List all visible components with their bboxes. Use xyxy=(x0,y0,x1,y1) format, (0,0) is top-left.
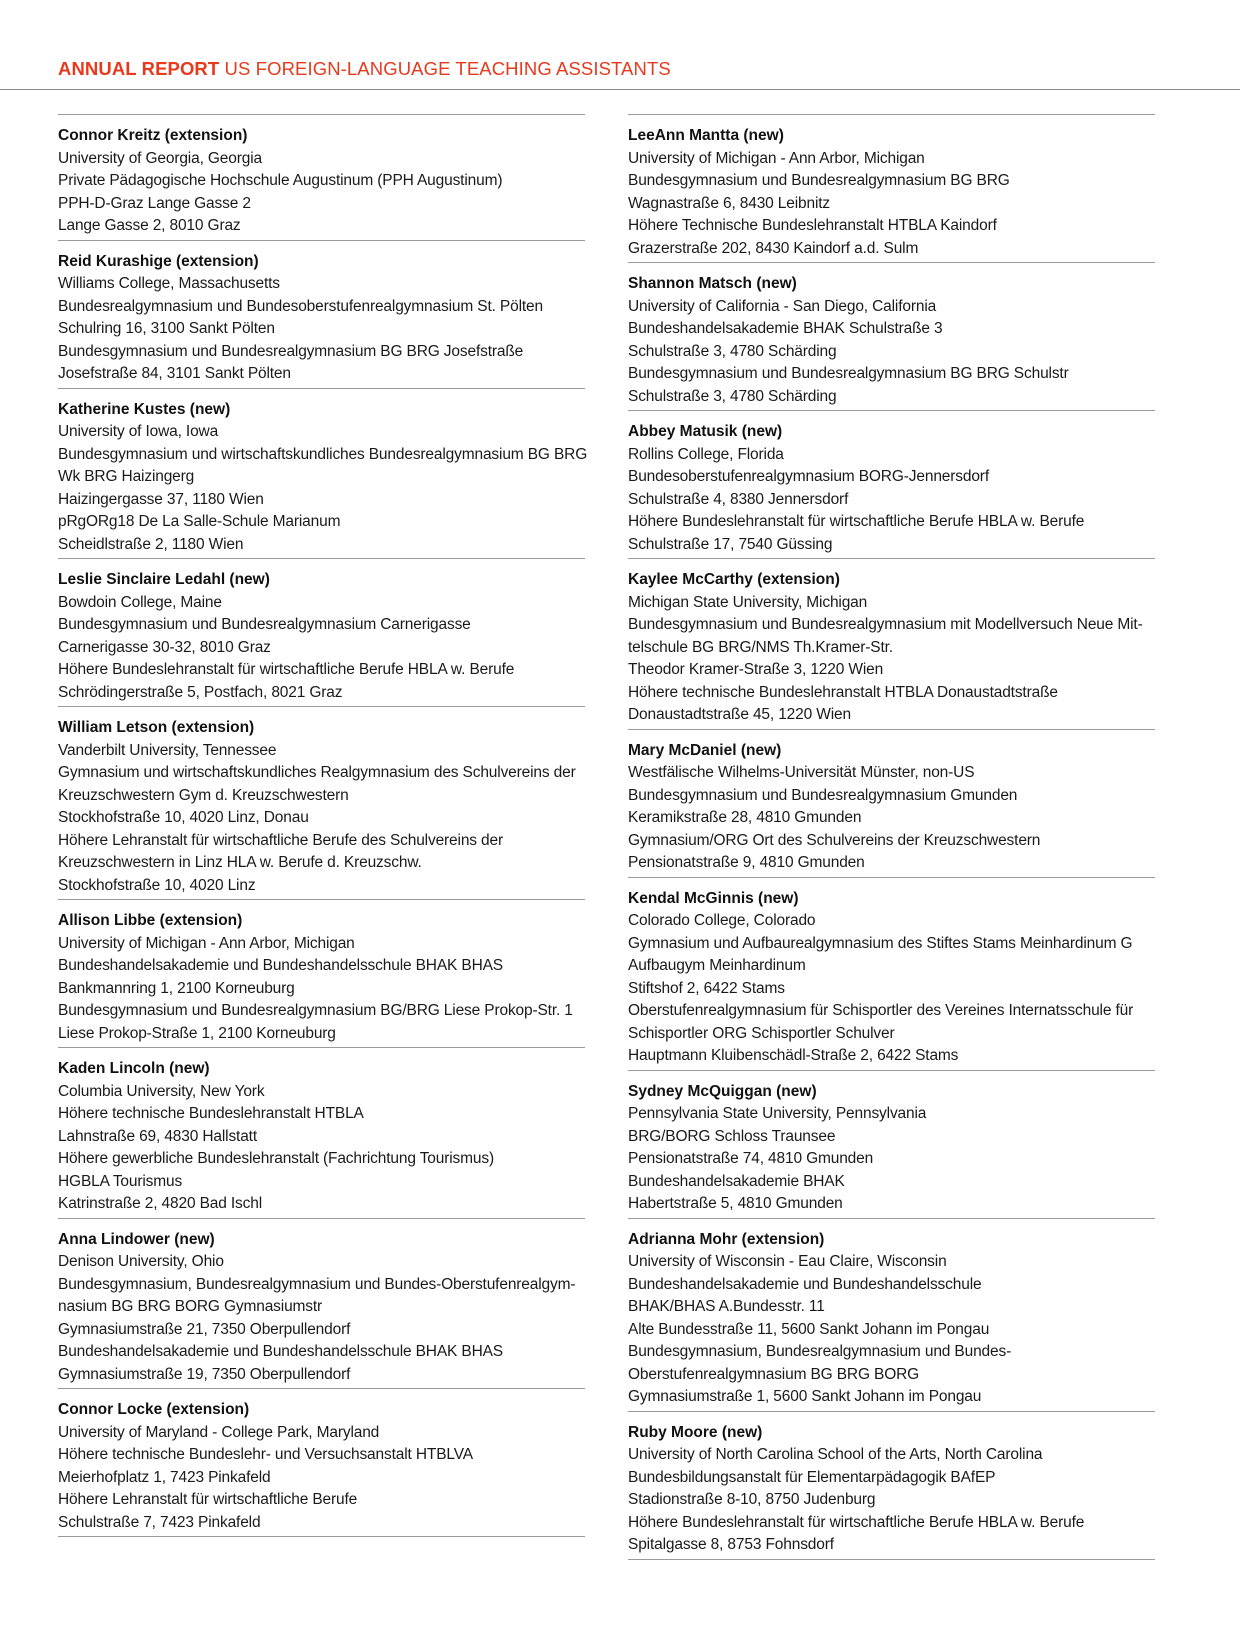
assistant-name: Mary McDaniel (new) xyxy=(628,741,782,759)
assistant-school-line: Haizingergasse 37, 1180 Wien xyxy=(58,490,264,508)
assistant-school-line: Grazerstraße 202, 8430 Kaindorf a.d. Sulm xyxy=(628,239,919,257)
assistant-entry xyxy=(628,1218,1155,1411)
assistant-name: Leslie Sinclaire Ledahl (new) xyxy=(58,571,270,588)
assistant-school-line: Josefstraße 84, 3101 Sankt Pölten xyxy=(58,365,291,382)
assistant-entry xyxy=(58,1218,585,1389)
assistant-entry xyxy=(58,388,588,559)
assistant-school-line: Schulring 16, 3100 Sankt Pölten xyxy=(58,320,275,337)
assistant-name: Sydney McQuiggan (new) xyxy=(628,1082,817,1100)
assistant-school-line: BHAK/BHAS A.Bundesstr. 11 xyxy=(628,1298,825,1315)
assistant-school-line: Hauptmann Kluibenschädl-Straße 2, 6422 Stams xyxy=(628,1047,959,1064)
assistant-entry xyxy=(58,558,585,706)
assistant-name: Ruby Moore (new) xyxy=(628,1423,763,1441)
report-header xyxy=(58,58,671,80)
assistant-school-line: Höhere Bundeslehranstalt für wirtschaftliche Berufe HBLA w. Berufe xyxy=(628,513,1085,530)
assistant-university: Westfälische Wilhelms-Universität Münster, non-US xyxy=(628,764,975,781)
assistant-school-line: Höhere technische Bundeslehr- und Versuchsanstalt HTBLVA xyxy=(58,1446,473,1463)
assistant-school-line: Bundeshandelsakademie und Bundeshandelsschule BHAK BHAS xyxy=(58,1343,503,1360)
assistant-university: University of Iowa, Iowa xyxy=(58,423,219,440)
assistant-entry xyxy=(628,114,1155,262)
assistant-entry xyxy=(628,410,1155,558)
assistant-school-line: Schulstraße 4, 8380 Jennersdorf xyxy=(628,490,849,508)
assistant-school-line: Bundesgymnasium und Bundesrealgymnasium Gmunden xyxy=(628,786,1018,804)
assistant-school-line: Meierhofplatz 1, 7423 Pinkafeld xyxy=(58,1468,271,1486)
assistant-school-line: Wk BRG Haizingerg xyxy=(58,468,195,485)
assistant-school-line: Scheidlstraße 2, 1180 Wien xyxy=(58,535,244,553)
left-column xyxy=(58,114,588,1537)
assistant-entry xyxy=(58,114,585,240)
assistant-name: Kaden Lincoln (new) xyxy=(58,1060,210,1077)
assistant-school-line: Schrödingerstraße 5, Postfach, 8021 Graz xyxy=(58,683,343,701)
assistant-university: Colorado College, Colorado xyxy=(628,912,816,929)
assistant-school-line: Schulstraße 3, 4780 Schärding xyxy=(628,342,837,360)
assistant-school-line: Lange Gasse 2, 8010 Graz xyxy=(58,217,241,234)
assistant-name: Kaylee McCarthy (extension) xyxy=(628,571,840,588)
assistant-university: University of Maryland - College Park, Maryland xyxy=(58,1423,380,1441)
assistant-university: University of California - San Diego, California xyxy=(628,297,937,315)
assistant-university: Michigan State University, Michigan xyxy=(628,593,868,611)
assistant-school-line: Bankmannring 1, 2100 Korneuburg xyxy=(58,979,295,997)
assistant-name: Connor Locke (extension) xyxy=(58,1401,250,1418)
assistant-school-line: Stockhofstraße 10, 4020 Linz, Donau xyxy=(58,809,309,826)
assistant-name: LeeAnn Mantta (new) xyxy=(628,127,784,144)
assistant-school-line: Gymnasiumstraße 19, 7350 Oberpullendorf xyxy=(58,1365,351,1383)
assistant-school-line: Schulstraße 17, 7540 Güssing xyxy=(628,535,833,553)
right-column xyxy=(628,114,1155,1560)
assistant-school-line: Theodor Kramer-Straße 3, 1220 Wien xyxy=(628,661,884,678)
assistant-school-line: Stockhofstraße 10, 4020 Linz xyxy=(58,876,256,894)
assistant-school-line: Bundesgymnasium und Bundesrealgymnasium BG/BRG Liese Prokop-Str. 1 xyxy=(58,1002,573,1019)
assistant-school-line: Höhere Bundeslehranstalt für wirtschaftliche Berufe HBLA w. Berufe xyxy=(58,661,515,678)
assistant-school-line: Höhere Lehranstalt für wirtschaftliche Berufe xyxy=(58,1491,358,1508)
assistant-school-line: Höhere Lehranstalt für wirtschaftliche Berufe des Schulvereins der xyxy=(58,831,503,849)
assistant-school-line: Bundesgymnasium und Bundesrealgymnasium BG BRG xyxy=(628,172,1010,189)
assistant-name: Connor Kreitz (extension) xyxy=(58,127,248,144)
assistant-school-line: BRG/BORG Schloss Traunsee xyxy=(628,1127,836,1145)
assistant-name: Anna Lindower (new) xyxy=(58,1230,215,1248)
assistant-school-line: Höhere gewerbliche Bundeslehranstalt (Fachrichtung Tourismus) xyxy=(58,1150,494,1167)
assistant-school-line: Bundesgymnasium und wirtschaftskundliches Bundesrealgymnasium BG BRG xyxy=(58,445,588,463)
column-end-divider xyxy=(58,1536,585,1537)
assistant-school-line: Höhere Bundeslehranstalt für wirtschaftliche Berufe HBLA w. Berufe xyxy=(628,1513,1085,1531)
assistant-school-line: Bundesgymnasium und Bundesrealgymnasium BG BRG Schulstr xyxy=(628,365,1069,382)
assistant-university: University of North Carolina School of the Arts, North Carolina xyxy=(628,1446,1043,1463)
assistant-school-line: Gymnasium/ORG Ort des Schulvereins der Kreuzschwestern xyxy=(628,831,1041,849)
assistant-school-line: Carnerigasse 30-32, 8010 Graz xyxy=(58,638,271,656)
assistant-school-line: nasium BG BRG BORG Gymnasiumstr xyxy=(58,1298,323,1315)
assistant-entry xyxy=(628,729,1155,877)
assistant-school-line: Alte Bundesstraße 11, 5600 Sankt Johann im Pongau xyxy=(628,1320,990,1338)
assistant-university: Vanderbilt University, Tennessee xyxy=(58,741,277,759)
column-end-divider xyxy=(628,1559,1155,1560)
assistant-name: Kendal McGinnis (new) xyxy=(628,889,799,907)
assistant-school-line: Schisportler ORG Schisportler Schulver xyxy=(628,1024,895,1042)
assistant-school-line: Gymnasium und wirtschaftskundliches Realgymnasium des Schulvereins der xyxy=(58,764,576,781)
assistant-entry xyxy=(628,262,1155,410)
assistant-school-line: Stiftshof 2, 6422 Stams xyxy=(628,979,785,997)
assistant-school-line: Pensionatstraße 74, 4810 Gmunden xyxy=(628,1150,874,1167)
assistant-university: Rollins College, Florida xyxy=(628,445,784,463)
assistant-school-line: Bundesgymnasium, Bundesrealgymnasium und Bundes- xyxy=(628,1343,1012,1360)
assistant-school-line: Bundeshandelsakademie BHAK Schulstraße 3 xyxy=(628,320,943,337)
assistant-entry xyxy=(58,1047,585,1218)
assistant-school-line: PPH-D-Graz Lange Gasse 2 xyxy=(58,194,251,212)
assistant-school-line: Habertstraße 5, 4810 Gmunden xyxy=(628,1195,843,1212)
assistant-school-line: Oberstufenrealgymnasium für Schisportler des Vereines Internatsschule für xyxy=(628,1002,1134,1019)
assistant-school-line: Spitalgasse 8, 8753 Fohnsdorf xyxy=(628,1536,834,1553)
assistant-entry xyxy=(58,899,585,1047)
assistant-school-line: Kreuzschwestern in Linz HLA w. Berufe d. Kreuzschw. xyxy=(58,854,422,871)
assistant-entry xyxy=(58,706,585,899)
assistant-school-line: Kreuzschwestern Gym d. Kreuzschwestern xyxy=(58,786,349,804)
assistant-school-line: Aufbaugym Meinhardinum xyxy=(628,957,806,974)
assistant-university: Bowdoin College, Maine xyxy=(58,593,222,611)
assistant-university: Denison University, Ohio xyxy=(58,1253,224,1270)
assistant-name: Adrianna Mohr (extension) xyxy=(628,1230,825,1248)
assistant-school-line: Höhere technische Bundeslehranstalt HTBLA xyxy=(58,1105,364,1122)
assistant-school-line: Keramikstraße 28, 4810 Gmunden xyxy=(628,809,862,826)
assistant-university: University of Georgia, Georgia xyxy=(58,149,262,167)
header-title-rest: US FOREIGN-LANGUAGE TEACHING ASSISTANTS xyxy=(219,58,671,79)
assistant-school-line: Bundeshandelsakademie und Bundeshandelsschule xyxy=(628,1275,982,1293)
assistant-university: University of Michigan - Ann Arbor, Michigan xyxy=(628,149,925,167)
assistant-entry xyxy=(58,1388,585,1536)
assistant-name: Abbey Matusik (new) xyxy=(628,423,783,440)
assistant-name: Reid Kurashige (extension) xyxy=(58,252,259,270)
assistant-name: Allison Libbe (extension) xyxy=(58,912,243,929)
assistant-entry xyxy=(628,877,1155,1070)
assistant-entry xyxy=(58,240,585,388)
assistant-school-line: Wagnastraße 6, 8430 Leibnitz xyxy=(628,194,831,212)
assistant-school-line: Donaustadtstraße 45, 1220 Wien xyxy=(628,706,851,723)
assistant-university: University of Michigan - Ann Arbor, Michigan xyxy=(58,934,355,952)
assistant-university: Pennsylvania State University, Pennsylvania xyxy=(628,1105,927,1122)
assistant-school-line: Liese Prokop-Straße 1, 2100 Korneuburg xyxy=(58,1024,336,1042)
assistant-school-line: telschule BG BRG/NMS Th.Kramer-Str. xyxy=(628,638,893,656)
assistant-school-line: pRgORg18 De La Salle-Schule Marianum xyxy=(58,513,341,530)
header-title-bold: ANNUAL REPORT xyxy=(58,58,220,79)
assistant-school-line: Lahnstraße 69, 4830 Hallstatt xyxy=(58,1127,257,1145)
assistant-school-line: Stadionstraße 8-10, 8750 Judenburg xyxy=(628,1491,876,1508)
assistant-school-line: Gymnasiumstraße 1, 5600 Sankt Johann im Pongau xyxy=(628,1388,982,1405)
assistant-school-line: Bundesbildungsanstalt für Elementarpädagogik BAfEP xyxy=(628,1468,996,1486)
assistant-school-line: Höhere Technische Bundeslehranstalt HTBLA Kaindorf xyxy=(628,217,997,234)
assistant-school-line: Bundesrealgymnasium und Bundesoberstufenrealgymnasium St. Pölten xyxy=(58,297,543,315)
assistant-school-line: HGBLA Tourismus xyxy=(58,1172,183,1190)
assistant-entry xyxy=(628,558,1155,729)
assistant-university: University of Wisconsin - Eau Claire, Wisconsin xyxy=(628,1253,947,1270)
assistant-school-line: Höhere technische Bundeslehranstalt HTBLA Donaustadtstraße xyxy=(628,683,1058,701)
header-divider xyxy=(0,89,1240,90)
assistant-school-line: Gymnasiumstraße 21, 7350 Oberpullendorf xyxy=(58,1320,351,1338)
assistant-school-line: Bundeshandelsakademie BHAK xyxy=(628,1172,845,1190)
assistant-school-line: Bundesoberstufenrealgymnasium BORG-Jennersdorf xyxy=(628,468,989,485)
assistant-name: Shannon Matsch (new) xyxy=(628,275,797,292)
assistant-school-line: Bundesgymnasium und Bundesrealgymnasium mit Modellversuch Neue Mit- xyxy=(628,616,1143,633)
assistant-school-line: Bundesgymnasium und Bundesrealgymnasium BG BRG Josefstraße xyxy=(58,342,524,360)
assistant-university: Columbia University, New York xyxy=(58,1082,265,1100)
assistant-name: William Letson (extension) xyxy=(58,719,255,736)
assistant-school-line: Private Pädagogische Hochschule Augustinum (PPH Augustinum) xyxy=(58,172,503,189)
assistant-school-line: Schulstraße 3, 4780 Schärding xyxy=(628,387,837,405)
assistant-school-line: Bundesgymnasium und Bundesrealgymnasium Carnerigasse xyxy=(58,616,471,633)
assistant-entry xyxy=(628,1070,1155,1218)
assistant-school-line: Pensionatstraße 9, 4810 Gmunden xyxy=(628,854,865,871)
assistant-school-line: Oberstufenrealgymnasium BG BRG BORG xyxy=(628,1365,920,1383)
assistant-school-line: Bundeshandelsakademie und Bundeshandelsschule BHAK BHAS xyxy=(58,957,503,974)
assistant-name: Katherine Kustes (new) xyxy=(58,400,231,418)
assistant-school-line: Schulstraße 7, 7423 Pinkafeld xyxy=(58,1513,261,1531)
assistant-entry xyxy=(628,1411,1155,1559)
assistant-university: Williams College, Massachusetts xyxy=(58,275,280,292)
assistant-school-line: Gymnasium und Aufbaurealgymnasium des Stiftes Stams Meinhardinum G xyxy=(628,934,1133,952)
assistant-school-line: Bundesgymnasium, Bundesrealgymnasium und Bundes-Oberstufenrealgym- xyxy=(58,1275,576,1293)
assistant-school-line: Katrinstraße 2, 4820 Bad Ischl xyxy=(58,1195,263,1212)
